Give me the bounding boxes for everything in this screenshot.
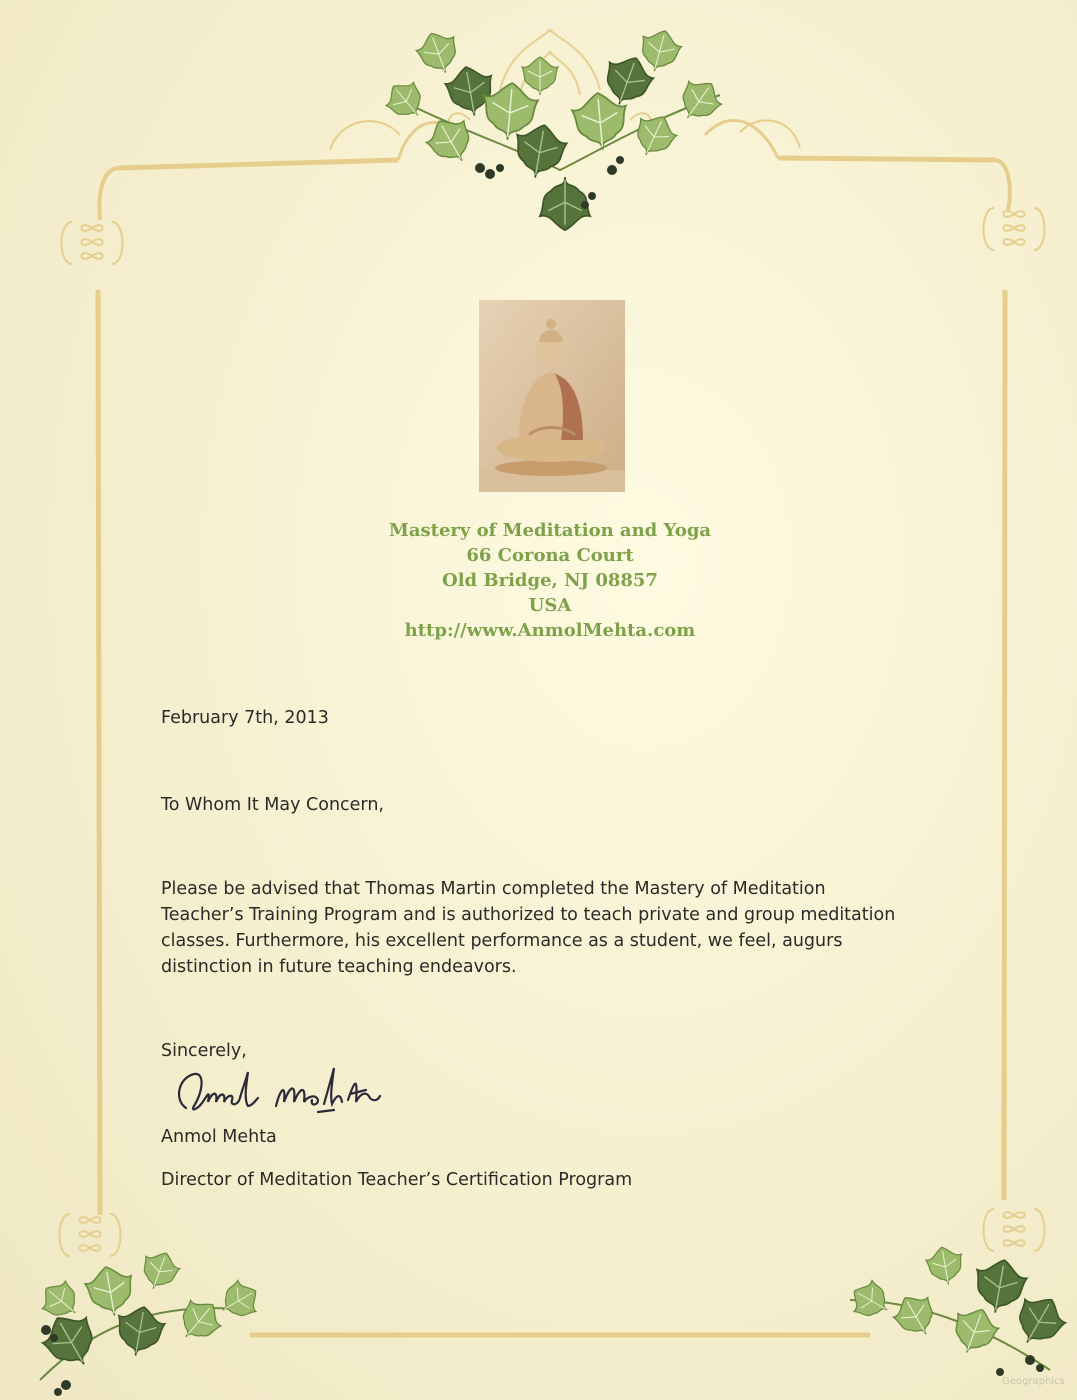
- closing: Sincerely,: [161, 1041, 247, 1061]
- org-name: Mastery of Meditation and Yoga: [388, 520, 712, 541]
- address-line2: Old Bridge, NJ 08857: [442, 570, 658, 591]
- paragraph-line: Teacher’s Training Program and is authorized to teach private and group meditation: [161, 905, 896, 925]
- knot-ornament-top-left: [62, 222, 123, 264]
- letter-paragraph: [161, 876, 951, 980]
- buddha-statue-photo: [479, 300, 625, 492]
- signer-title: Director of Meditation Teacher’s Certification Program: [161, 1170, 633, 1190]
- address-line1: 66 Corona Court: [466, 545, 634, 566]
- country: USA: [528, 595, 572, 616]
- knot-ornament-bottom-left: [60, 1214, 121, 1256]
- handwritten-signature: [168, 1060, 428, 1122]
- website-link[interactable]: http://www.AnmolMehta.com: [404, 620, 696, 641]
- letter-date: February 7th, 2013: [161, 708, 329, 728]
- paragraph-line: Please be advised that Thomas Martin completed the Mastery of Meditation: [161, 879, 826, 899]
- ivy-cluster-bottom-right: [845, 1244, 1072, 1376]
- signer-name: Anmol Mehta: [161, 1127, 277, 1147]
- salutation: To Whom It May Concern,: [161, 795, 384, 815]
- letterhead: [300, 518, 800, 643]
- ivy-cluster-bottom-left: [35, 1247, 265, 1396]
- watermark-text: Geographics: [1002, 1376, 1065, 1387]
- paragraph-line: distinction in future teaching endeavors.: [161, 957, 517, 977]
- knot-ornament-top-right: [984, 208, 1045, 250]
- paragraph-line: classes. Furthermore, his excellent performance as a student, we feel, augurs: [161, 931, 843, 951]
- knot-ornament-bottom-right: [984, 1209, 1045, 1251]
